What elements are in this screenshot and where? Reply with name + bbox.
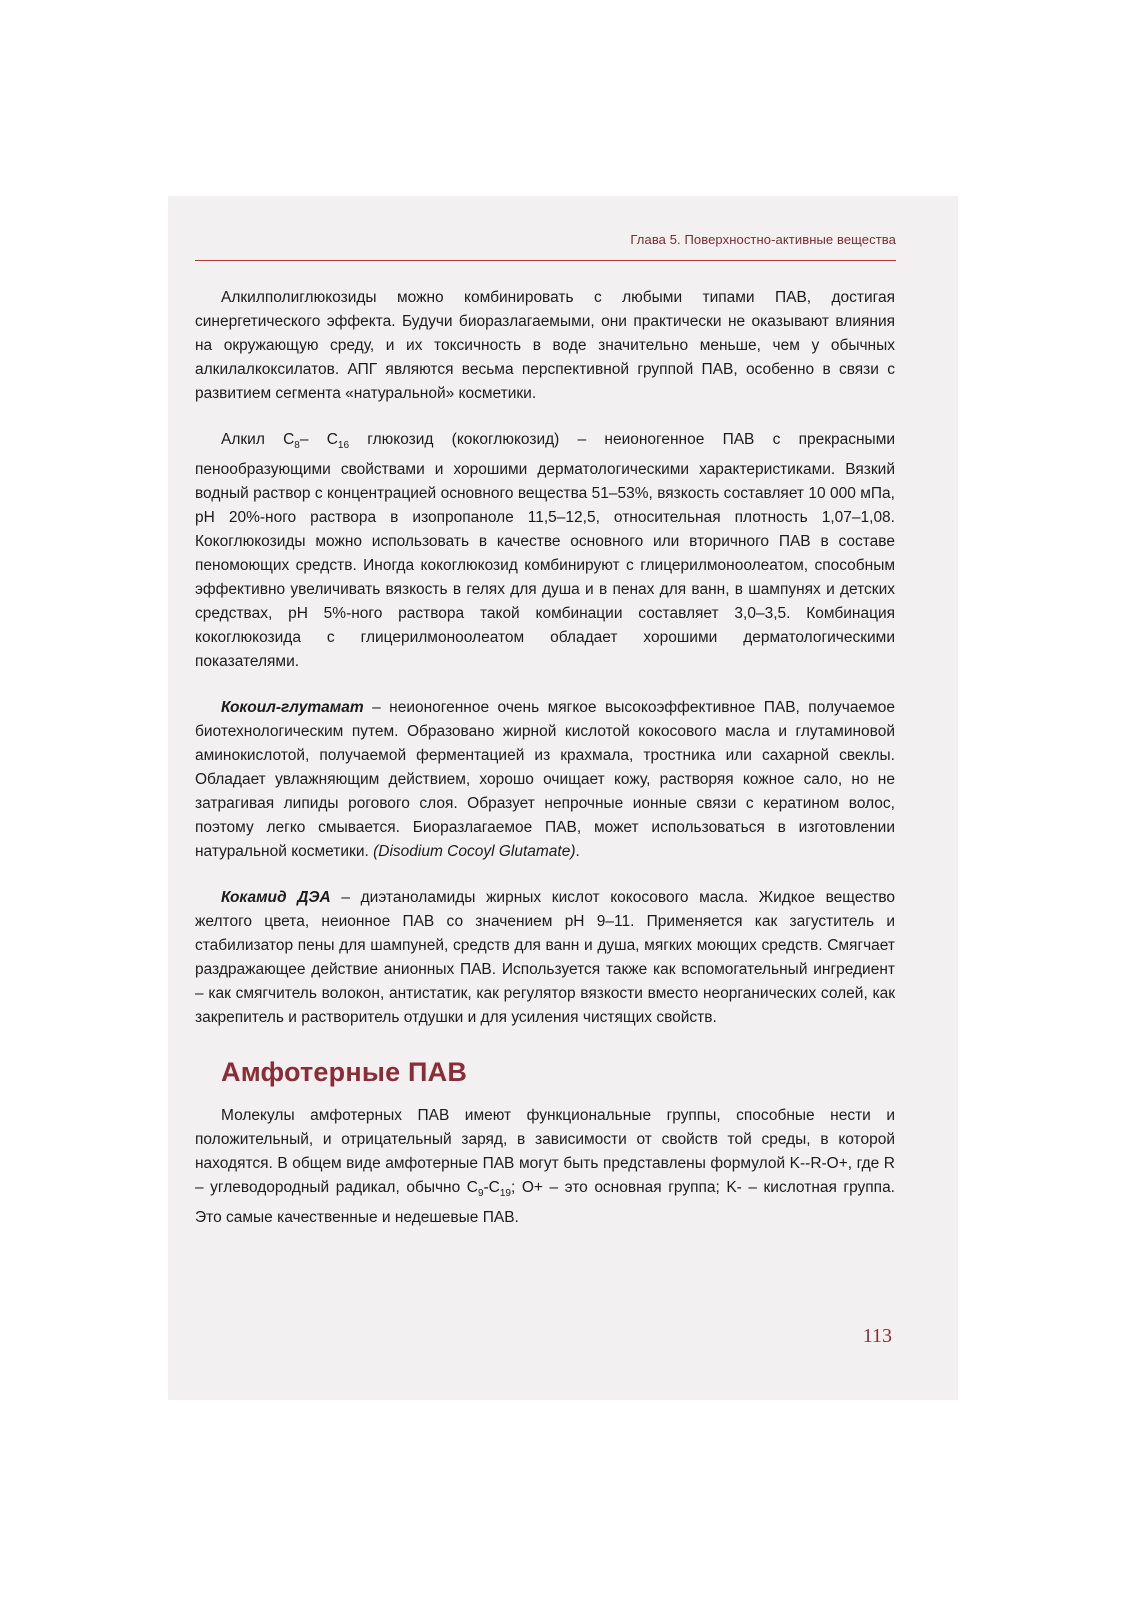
subscript: 8 [294, 440, 300, 452]
text-span: ; O+ – это основная группа; K- – кислотная группа. Это самые качественные и недешевые ПАВ. [195, 1179, 895, 1227]
header-rule [195, 260, 896, 261]
running-head: Глава 5. Поверхностно-активные вещества [630, 232, 896, 247]
paragraph-coco-glucoside [195, 428, 895, 674]
paragraph-amphoteric [195, 1104, 895, 1230]
text-span: -C [483, 1179, 500, 1197]
body-text [195, 286, 895, 1252]
text-span: . [575, 843, 580, 861]
text-span: – диэтаноламиды жирных кислот кокосового масла. Жидкое вещество желтого цвета, неионное ПАВ со значением pH 9–11. Применяется как загуститель и стабилизатор пены для шампуней, средств для ванн и душа, мягких моющих средств. Смягчает раздражающее действие анионных ПАВ. Используется также как вспомогательный ингредиент – как смягчитель волокон, антистатик, как регулятор вязкости вместо неорганических солей, как закрепитель и растворитель отдушки и для усиления чистящих свойств. [195, 889, 896, 1027]
text-span: Молекулы амфотерных ПАВ имеют функциональные группы, способные нести и положительный, и отрицательный заряд, в зависимости от свойств той среды, в которой находятся. В общем виде амфотерные ПАВ могут быть представлены формулой K--R-O+, где R – углеводородный радикал, обычно C [195, 1107, 895, 1197]
text-span: глюкозид (кокоглюкозид) – неионогенное ПАВ с прекрасными пенообразующими свойствами и хорошими дерматологическими характеристиками. Вязкий водный раствор с концентрацией основного вещества 51–53%, вязкость составляет 10 000 мПа, pH 20%-ного раствора в изопропаноле 11,5–12,5, относительная плотность 1,07–1,08. Кокоглюкозиды можно использовать в качестве основного или вторичного ПАВ в составе пеномоющих средств. Иногда кокоглюкозид комбинируют с глицерилмоноолеатом, способным эффективно увеличивать вязкость в гелях для душа и в пенах для ванн, в шампунях и детских средствах, pH 5%-ного раствора такой комбинации составляет 3,0–3,5. Комбинация кокоглюкозида с глицерилмоноолеатом обладает хорошими дерматологическими показателями. [195, 431, 896, 671]
page-number: 113 [862, 1325, 892, 1347]
term-heading: Кокоил-глутамат [221, 699, 364, 717]
paragraph-apg: Алкилполиглюкозиды можно комбинировать с любыми типами ПАВ, достигая синергетического эффекта. Будучи биоразлагаемыми, они практически не оказывают влияния на окружающую среду, и их токсичность в воде значительно меньше, чем у обычных алкилалкоксилатов. АПГ являются весьма перспективной группой ПАВ, особенно в связи с развитием сегмента «натуральной» косметики. [195, 289, 895, 402]
section-heading: Амфотерные ПАВ [221, 1057, 468, 1088]
text-span: Алкил C [221, 431, 295, 448]
term-heading: Кокамид ДЭА [221, 889, 331, 907]
book-page [168, 196, 958, 1400]
subscript: 9 [477, 1188, 484, 1200]
subscript: 16 [337, 440, 350, 452]
subscript: 19 [499, 1188, 511, 1200]
text-span: – C [299, 431, 338, 448]
latin-name: (Disodium Cocoyl Glutamate) [373, 843, 576, 861]
paragraph-cocamide-dea [195, 886, 895, 1030]
paragraph-cocoyl-glutamate [195, 696, 895, 864]
text-span: – неионогенное очень мягкое высокоэффективное ПАВ, получаемое биотехнологическим путем. Образовано жирной кислотой кокосового масла и глутаминовой аминокислотой, получаемой ферментацией из крахмала, тростника или сахарной свеклы. Обладает увлажняющим действием, хорошо очищает кожу, растворяя кожное сало, но не затрагивая липиды рогового слоя. Образует непрочные ионные связи с кератином волос, поэтому легко смывается. Биоразлагаемое ПАВ, может использоваться в изготовлении натуральной косметики. [195, 699, 895, 861]
